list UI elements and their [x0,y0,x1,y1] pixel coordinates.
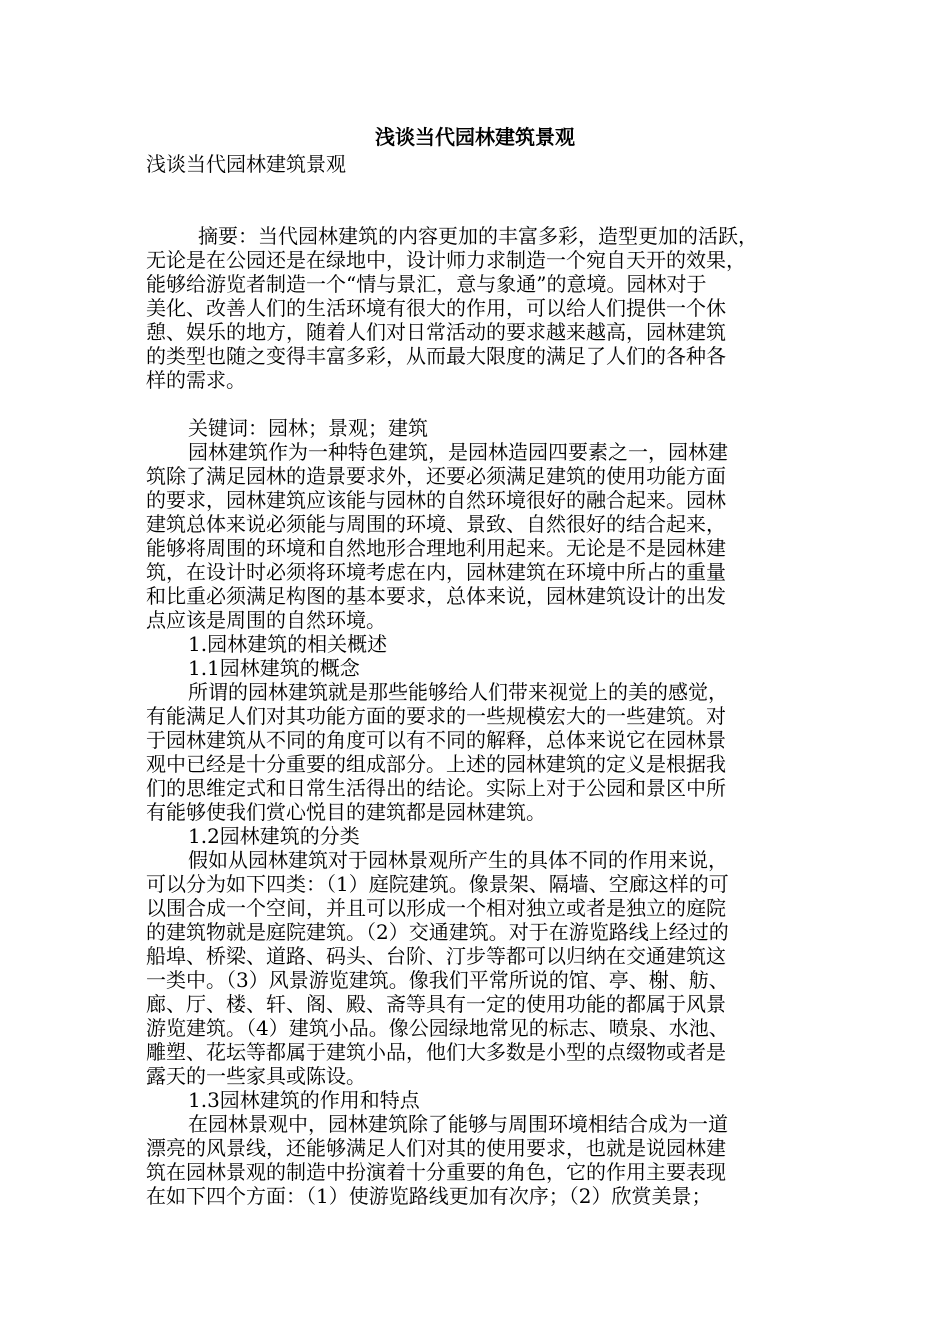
paragraph-line: 筑除了满足园林的造景要求外，还要必须满足建筑的使用功能方面 [146,464,726,488]
paragraph-line: 有能够使我们赏心悦目的建筑都是园林建筑。 [146,800,546,824]
paragraph-line: 一类中。（3）风景游览建筑。像我们平常所说的馆、亭、榭、舫、 [146,968,729,992]
intro-paragraph [146,440,806,632]
paragraph-line: 可以分为如下四类：（1）庭院建筑。像景架、隔墙、空廊这样的可 [146,872,729,896]
blank-line [146,176,806,200]
paragraph-line: 在园林景观中，园林建筑除了能够与周围环境相结合成为一道 [188,1112,728,1136]
paragraph-line: 以围合成一个空间，并且可以形成一个相对独立或者是独立的庭院 [146,896,726,920]
paragraph-line: 点应该是周围的自然环境。 [146,608,386,632]
section-heading: 1.园林建筑的相关概述 [188,632,388,656]
paragraph-line: 摘要：当代园林建筑的内容更加的丰富多彩，造型更加的活跃， [198,224,758,248]
concept-paragraph [146,680,806,824]
paragraph-line: 观中已经是十分重要的组成部分。上述的园林建筑的定义是根据我 [146,752,726,776]
paragraph-line: 建筑总体来说必须能与周围的环境、景致、自然很好的结合起来， [146,512,726,536]
paragraph-line: 露天的一些家具或陈设。 [146,1064,366,1088]
function-paragraph [146,1112,806,1208]
paragraph-line: 廊、厅、楼、轩、阁、殿、斋等具有一定的使用功能的都属于风景 [146,992,726,1016]
paragraph-line: 在如下四个方面：（1）使游览路线更加有次序；（2）欣赏美景； [146,1184,712,1208]
paragraph-line: 有能满足人们对其功能方面的要求的一些规模宏大的一些建筑。对 [146,704,726,728]
paragraph-line: 的建筑物就是庭院建筑。（2）交通建筑。对于在游览路线上经过的 [146,920,729,944]
paragraph-line: 们的思维定式和日常生活得出的结论。实际上对于公园和景区中所 [146,776,726,800]
paragraph-line: 和比重必须满足构图的基本要求，总体来说，园林建筑设计的出发 [146,584,726,608]
paragraph-line: 能够将周围的环境和自然地形合理地利用起来。无论是不是园林建 [146,536,726,560]
paragraph-line: 美化、改善人们的生活环境有很大的作用，可以给人们提供一个休 [146,296,726,320]
paragraph-line: 游览建筑。（4）建筑小品。像公园绿地常见的标志、喷泉、水池、 [146,1016,729,1040]
paragraph-line: 筑，在设计时必须将环境考虑在内，园林建筑在环境中所占的重量 [146,560,726,584]
paragraph-line: 所谓的园林建筑就是那些能够给人们带来视觉上的美的感觉， [188,680,728,704]
subsection-heading: 1.1园林建筑的概念 [188,656,360,680]
paragraph-line: 无论是在公园还是在绿地中，设计师力求制造一个宛自天开的效果， [146,248,746,272]
keywords-line: 关键词：园林；景观；建筑 [188,416,428,440]
document-subtitle: 浅谈当代园林建筑景观 [146,152,346,176]
paragraph-line: 于园林建筑从不同的角度可以有不同的解释，总体来说它在园林景 [146,728,726,752]
paragraph-line: 的类型也随之变得丰富多彩，从而最大限度的满足了人们的各种各 [146,344,726,368]
document-body [146,152,806,1208]
paragraph-line: 船埠、桥梁、道路、码头、台阶、汀步等都可以归纳在交通建筑这 [146,944,726,968]
paragraph-line: 能够给游览者制造一个“情与景汇，意与象通”的意境。园林对于 [146,272,707,296]
subsection-heading: 1.2园林建筑的分类 [188,824,360,848]
paragraph-line: 雕塑、花坛等都属于建筑小品，他们大多数是小型的点缀物或者是 [146,1040,726,1064]
paragraph-line: 园林建筑作为一种特色建筑，是园林造园四要素之一，园林建 [188,440,728,464]
document-title: 浅谈当代园林建筑景观 [375,125,575,149]
paragraph-line: 样的需求。 [146,368,246,392]
paragraph-line: 憩、娱乐的地方，随着人们对日常活动的要求越来越高，园林建筑 [146,320,726,344]
classification-paragraph [146,848,806,1088]
abstract-paragraph [146,224,806,392]
subsection-heading: 1.3园林建筑的作用和特点 [188,1088,420,1112]
blank-line [146,200,806,224]
blank-line [146,392,806,416]
paragraph-line: 的要求，园林建筑应该能与园林的自然环境很好的融合起来。园林 [146,488,726,512]
paragraph-line: 漂亮的风景线，还能够满足人们对其的使用要求，也就是说园林建 [146,1136,726,1160]
paragraph-line: 筑在园林景观的制造中扮演着十分重要的角色，它的作用主要表现 [146,1160,726,1184]
paragraph-line: 假如从园林建筑对于园林景观所产生的具体不同的作用来说， [188,848,728,872]
